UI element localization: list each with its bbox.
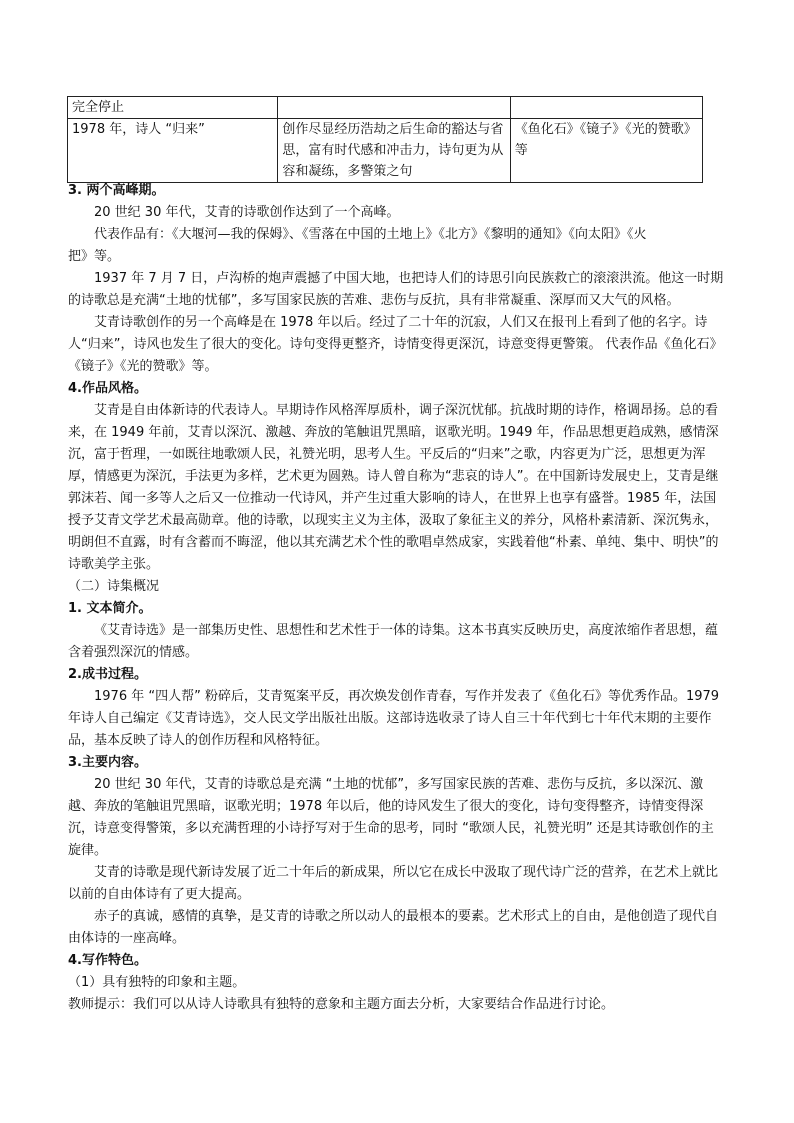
paragraph: 艾青是自由体新诗的代表诗人。早期诗作风格浑厚质朴，调子深沉忧郁。抗战时期的诗作，格调昂扬。总的看来，在 1949 年前，艾青以深沉、激越、奔放的笔触诅咒黑暗，讴歌光明。1949 年，作品思想更趋成熟，感情深沉，富于哲理，一如既往地歌颂人民，礼赞光明，思考人生。平反后的“归来”之歌，内容更为广泛，思想更为浑厚，情感更为深沉，手法更为多样，艺术更为圆熟。诗人曾自称为“悲哀的诗人”。在中国新诗发展史上，艾青是继郭沫若、闻一多等人之后又一位推动一代诗风，并产生过重大影响的诗人，在世界上也享有盛誉。1985 年，法国授予艾青文学艺术最高勋章。他的诗歌，以现实主义为主体，汲取了象征主义的养分，风格朴素清新、深沉隽永，明朗但不直露，时有含蓄而不晦涩，他以其充满艺术个性的歌唱卓然成家，实践着他“朴素、单纯、集中、明快”的诗歌美学主张。 bbox=[68, 403, 719, 572]
paragraph: 艾青诗歌创作的另一个高峰是在 1978 年以后。经过了二十年的沉寂，人们又在报刊上看到了他的名字。诗人“归来”，诗风也发生了很大的变化。诗句变得更整齐，诗情变得更深沉，诗意变得更警策。 代表作品《鱼化石》《镜子》《光的赞歌》等。 bbox=[68, 315, 723, 374]
table-cell: 完全停止 bbox=[68, 97, 278, 119]
section-heading: 4.写作特色。 bbox=[68, 953, 147, 968]
paragraph: 20 世纪 30 年代，艾青的诗歌创作达到了一个高峰。 bbox=[94, 205, 400, 220]
section-heading: 1. 文本简介。 bbox=[68, 601, 152, 616]
paragraph: 20 世纪 30 年代，艾青的诗歌总是充满 “土地的忧郁”，多写国家民族的苦难、悲伤与反抗，多以深沉、激越、奔放的笔触诅咒黑暗，讴歌光明；1978 年以后，他的诗风发生了很大的变化，诗句变得整齐，诗情变得深沉，诗意变得警策，多以充满哲理的小诗抒写对于生命的思考，同时 “歌颂人民，礼赞光明” 还是其诗歌创作的主旋律。 bbox=[68, 777, 714, 858]
table-cell: 创作尽显经历浩劫之后生命的豁达与省思，富有时代感和冲击力，诗句更为从容和凝练，多警策之句 bbox=[278, 119, 510, 183]
paragraph: 1937 年 7 月 7 日，卢沟桥的炮声震撼了中国大地，也把诗人们的诗思引向民族救亡的滚滚洪流。他这一时期的诗歌总是充满“土地的忧郁”，多写国家民族的苦难、悲伤与反抗，具有非常凝重、深厚而又大气的风格。 bbox=[68, 271, 724, 308]
part-heading: （二）诗集概况 bbox=[68, 579, 160, 594]
paragraph: 把》等。 bbox=[68, 249, 121, 264]
table-cell bbox=[510, 97, 702, 119]
paragraph: 代表作品有：《大堰河—我的保姆》、《雪落在中国的土地上》《北方》《黎明的通知》《向太阳》《火 bbox=[94, 227, 647, 242]
table-row bbox=[68, 119, 703, 183]
body-text bbox=[68, 180, 724, 1016]
section-heading: 2.成书过程。 bbox=[68, 667, 147, 682]
table-cell bbox=[278, 97, 510, 119]
list-item: （1）具有独特的印象和主题。 bbox=[68, 975, 246, 990]
table-cell: 1978 年，诗人 “归来” bbox=[68, 119, 278, 183]
teacher-tip: 教师提示：我们可以从诗人诗歌具有独特的意象和主题方面去分析，大家要结合作品进行讨论。 bbox=[68, 997, 615, 1012]
paragraph: 赤子的真诚，感情的真挚，是艾青的诗歌之所以动人的最根本的要素。艺术形式上的自由，是他创造了现代自由体诗的一座高峰。 bbox=[68, 909, 719, 946]
table-row bbox=[68, 97, 703, 119]
paragraph: 《艾青诗选》是一部集历史性、思想性和艺术性于一体的诗集。这本书真实反映历史，高度浓缩作者思想，蕴含着强烈深沉的情感。 bbox=[68, 623, 719, 660]
section-heading: 3. 两个高峰期。 bbox=[68, 183, 165, 198]
section-heading: 3.主要内容。 bbox=[68, 755, 147, 770]
section-heading: 4.作品风格。 bbox=[68, 381, 147, 396]
paragraph: 1976 年 “四人帮” 粉碎后，艾青冤案平反，再次焕发创作青春，写作并发表了《鱼化石》等优秀作品。1979 年诗人自己编定《艾青诗选》，交人民文学出版社出版。这部诗选收录了诗人自三十年代到七十年代末期的主要作品，基本反映了诗人的创作历程和风格特征。 bbox=[68, 689, 720, 748]
paragraph: 艾青的诗歌是现代新诗发展了近二十年后的新成果，所以它在成长中汲取了现代诗广泛的营养，在艺术上就比以前的自由体诗有了更大提高。 bbox=[68, 865, 719, 902]
table-cell: 《鱼化石》《镜子》《光的赞歌》等 bbox=[510, 119, 702, 183]
timeline-table bbox=[67, 96, 703, 183]
